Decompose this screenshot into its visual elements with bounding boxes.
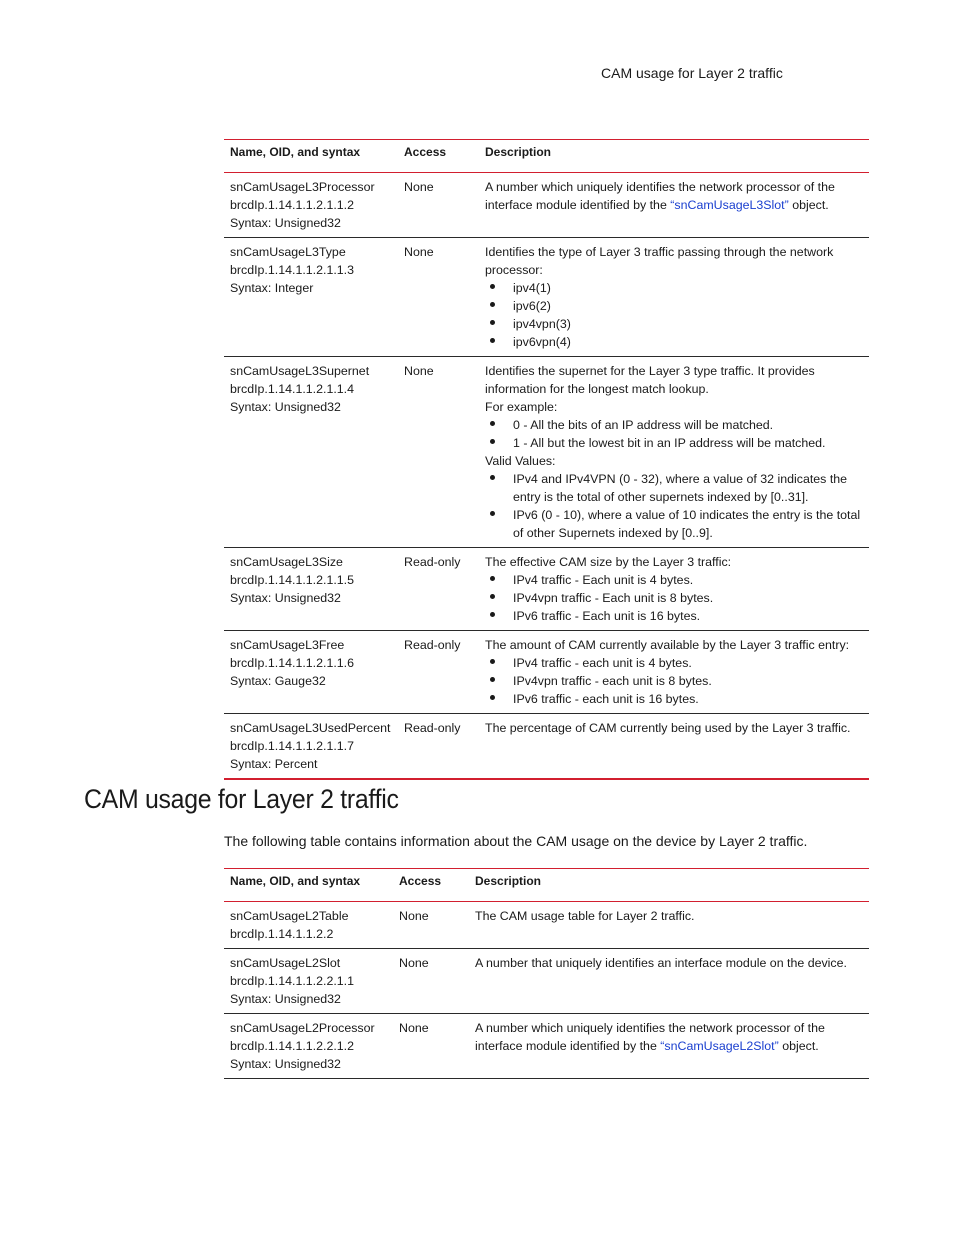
description-text: The effective CAM size by the Layer 3 traffic: [485, 555, 732, 569]
object-name: snCamUsageL3Type [230, 245, 346, 259]
section-heading: CAM usage for Layer 2 traffic [84, 784, 399, 814]
description-cell [479, 238, 869, 357]
object-name: snCamUsageL2Processor [230, 1021, 375, 1035]
object-oid: brcdIp.1.14.1.1.2.1.1.2 [230, 198, 354, 212]
access-cell: Read-only [398, 548, 479, 631]
access-cell: None [393, 949, 469, 1014]
list-item: ipv4vpn(3) [485, 315, 863, 333]
description-cell [479, 631, 869, 714]
name-cell [224, 548, 398, 631]
description-cell [479, 173, 869, 238]
list-item: 1 - All but the lowest bit in an IP address will be matched. [485, 434, 863, 452]
name-cell [224, 238, 398, 357]
access-cell: None [398, 173, 479, 238]
table-row [224, 173, 869, 238]
description-cell: The CAM usage table for Layer 2 traffic. [469, 902, 869, 949]
description-cell [479, 357, 869, 548]
column-header-access: Access [398, 140, 479, 173]
description-text: A number which uniquely identifies the network processor of the interface module identified by the [475, 1021, 825, 1053]
name-cell [224, 714, 398, 780]
object-name: snCamUsageL2Table [230, 909, 349, 923]
table-header-row [224, 140, 869, 173]
object-syntax: Syntax: Integer [230, 281, 314, 295]
access-cell: None [398, 357, 479, 548]
object-oid: brcdIp.1.14.1.1.2.1.1.4 [230, 382, 354, 396]
table-row [224, 238, 869, 357]
column-header-name: Name, OID, and syntax [224, 140, 398, 173]
name-cell [224, 357, 398, 548]
object-syntax: Syntax: Percent [230, 757, 318, 771]
table-header-row [224, 869, 869, 902]
column-header-description: Description [469, 869, 869, 902]
bullet-list [485, 416, 863, 452]
bullet-list [485, 470, 863, 542]
description-cell: A number that uniquely identifies an interface module on the device. [469, 949, 869, 1014]
access-cell: None [398, 238, 479, 357]
object-name: snCamUsageL3UsedPercent [230, 721, 391, 735]
object-name: snCamUsageL3Size [230, 555, 343, 569]
object-link[interactable]: “snCamUsageL3Slot” [670, 198, 789, 212]
table-row [224, 902, 869, 949]
list-item: IPv4vpn traffic - Each unit is 8 bytes. [485, 589, 863, 607]
bullet-list [485, 571, 863, 625]
bullet-list [485, 654, 863, 708]
bullet-list [485, 279, 863, 351]
description-cell [479, 548, 869, 631]
running-header: CAM usage for Layer 2 traffic [601, 65, 783, 81]
table-row [224, 949, 869, 1014]
list-item: 0 - All the bits of an IP address will be matched. [485, 416, 863, 434]
description-text: Identifies the supernet for the Layer 3 type traffic. It provides information for the longest match lookup. [485, 364, 815, 396]
object-oid: brcdIp.1.14.1.1.2.1.1.7 [230, 739, 354, 753]
object-oid: brcdIp.1.14.1.1.2.1.1.6 [230, 656, 354, 670]
column-header-name: Name, OID, and syntax [224, 869, 393, 902]
list-item: ipv6(2) [485, 297, 863, 315]
object-link[interactable]: “snCamUsageL2Slot” [660, 1039, 779, 1053]
section-intro: The following table contains information about the CAM usage on the device by Layer 2 traffic. [224, 833, 808, 849]
access-cell: None [393, 1014, 469, 1079]
access-cell: Read-only [398, 631, 479, 714]
list-item: IPv6 (0 - 10), where a value of 10 indicates the entry is the total of other Supernets indexed by [0..9]. [485, 506, 863, 542]
object-syntax: Syntax: Unsigned32 [230, 992, 341, 1006]
list-item: IPv6 traffic - each unit is 16 bytes. [485, 690, 863, 708]
list-item: IPv4 traffic - Each unit is 4 bytes. [485, 571, 863, 589]
list-item: ipv6vpn(4) [485, 333, 863, 351]
object-syntax: Syntax: Gauge32 [230, 674, 326, 688]
example-label: For example: [485, 400, 558, 414]
table-row [224, 1014, 869, 1079]
access-cell: None [393, 902, 469, 949]
object-name: snCamUsageL3Processor [230, 180, 375, 194]
object-name: snCamUsageL3Supernet [230, 364, 370, 378]
description-text: object. [788, 198, 829, 212]
table-row [224, 631, 869, 714]
object-oid: brcdIp.1.14.1.1.2.1.1.5 [230, 573, 354, 587]
table-row [224, 714, 869, 780]
description-text: A number which uniquely identifies the network processor of the interface module identified by the [485, 180, 835, 212]
valid-values-label: Valid Values: [485, 454, 556, 468]
table-row [224, 548, 869, 631]
object-syntax: Syntax: Unsigned32 [230, 400, 341, 414]
name-cell [224, 1014, 393, 1079]
object-syntax: Syntax: Unsigned32 [230, 216, 341, 230]
object-oid: brcdIp.1.14.1.1.2.2 [230, 927, 334, 941]
description-text: object. [778, 1039, 819, 1053]
l2-cam-table [224, 868, 869, 1079]
object-name: snCamUsageL3Free [230, 638, 345, 652]
column-header-access: Access [393, 869, 469, 902]
list-item: IPv4 and IPv4VPN (0 - 32), where a value of 32 indicates the entry is the total of other supernets indexed by [0..31]. [485, 470, 863, 506]
name-cell [224, 949, 393, 1014]
list-item: IPv4 traffic - each unit is 4 bytes. [485, 654, 863, 672]
table-row [224, 357, 869, 548]
access-cell: Read-only [398, 714, 479, 780]
list-item: ipv4(1) [485, 279, 863, 297]
object-syntax: Syntax: Unsigned32 [230, 1057, 341, 1071]
object-name: snCamUsageL2Slot [230, 956, 341, 970]
name-cell [224, 902, 393, 949]
object-syntax: Syntax: Unsigned32 [230, 591, 341, 605]
description-text: Identifies the type of Layer 3 traffic passing through the network processor: [485, 245, 834, 277]
list-item: IPv6 traffic - Each unit is 16 bytes. [485, 607, 863, 625]
description-text: The amount of CAM currently available by the Layer 3 traffic entry: [485, 638, 850, 652]
l3-cam-table [224, 139, 869, 780]
name-cell [224, 173, 398, 238]
list-item: IPv4vpn traffic - each unit is 8 bytes. [485, 672, 863, 690]
description-cell: The percentage of CAM currently being used by the Layer 3 traffic. [479, 714, 869, 780]
object-oid: brcdIp.1.14.1.1.2.2.1.1 [230, 974, 354, 988]
object-oid: brcdIp.1.14.1.1.2.1.1.3 [230, 263, 354, 277]
column-header-description: Description [479, 140, 869, 173]
object-oid: brcdIp.1.14.1.1.2.2.1.2 [230, 1039, 354, 1053]
description-cell [469, 1014, 869, 1079]
name-cell [224, 631, 398, 714]
